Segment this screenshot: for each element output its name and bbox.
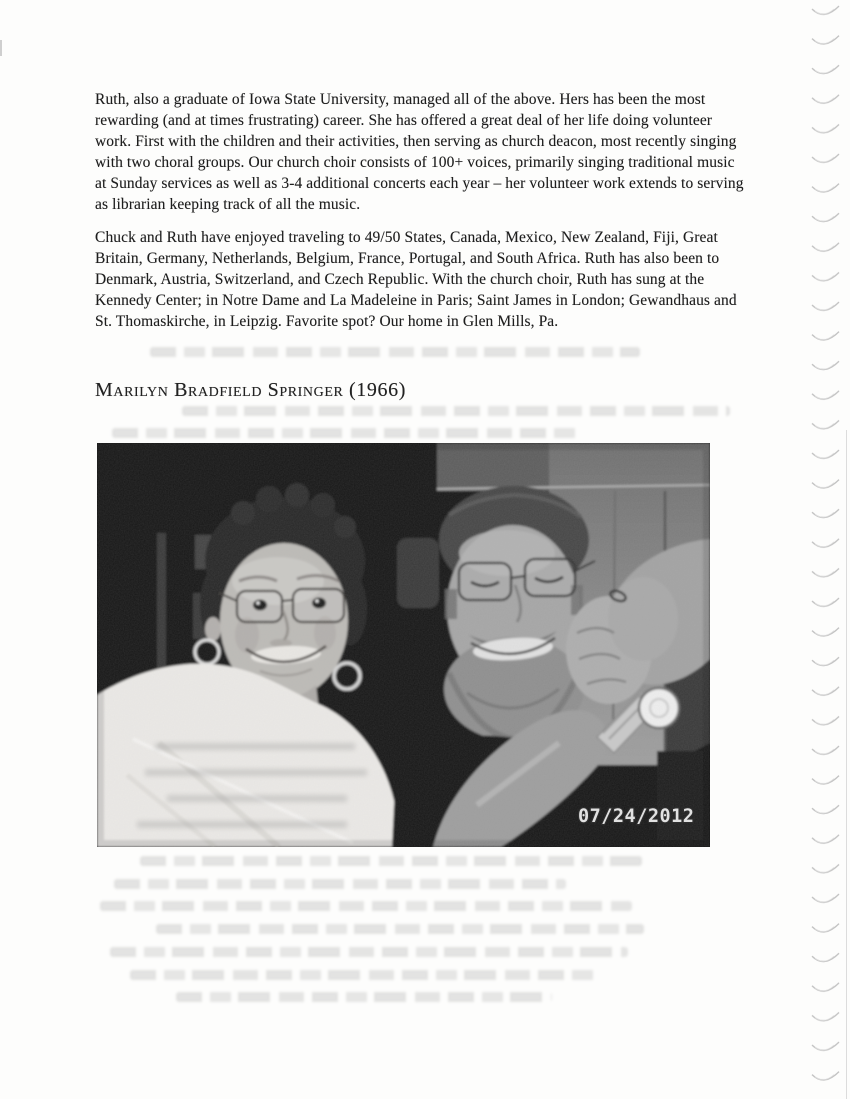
section-heading: Marilyn Bradfield Springer (1966): [95, 379, 406, 401]
scan-edge-artifact: [0, 40, 2, 56]
date-stamp: 07/24/2012: [578, 806, 695, 827]
page-edge-shadow: [846, 430, 847, 1099]
paragraph-ruth-bio: Ruth, also a graduate of Iowa State University, managed all of the above. Hers has been the most rewarding (and at times frustrating) career. She has offered a great deal of her life doing volunteer work. First with the children and their activities, then serving as church deacon, most recently singing with two choral groups. Our church choir consists of 100+ voices, primarily singing traditional music at Sunday services as well as 3-4 additional concerts each year – her volunteer work extends to serving as librarian keeping track of all the music.: [95, 91, 744, 213]
ghost-bleed-line: [156, 924, 644, 934]
ghost-bleed-line: [100, 901, 632, 911]
ghost-bleed-line: [140, 856, 642, 866]
ghost-bleed-line: [176, 992, 552, 1002]
ghost-bleed-line: [150, 347, 640, 357]
ghost-bleed-line: [182, 406, 730, 416]
ghost-bleed-line: [114, 879, 566, 889]
couple-photo: [97, 443, 710, 847]
paragraph-travel: Chuck and Ruth have enjoyed traveling to 49/50 States, Canada, Mexico, New Zealand, Fiji, Great Britain, Germany, Netherlands, Belgium, France, Portugal, and South Africa. Ruth has also been to Denmark, Austria, Switzerland, and Czech Republic. With the church choir, Ruth has sung at the Kennedy Center; in Notre Dame and La Madeleine in Paris; Saint James in London; Gewandhaus and St. Thomaskirche, in Leipzig. Favorite spot? Our home in Glen Mills, Pa.: [95, 229, 737, 330]
ghost-bleed-line: [112, 428, 580, 438]
ghost-bleed-line: [110, 947, 628, 957]
ghost-bleed-line: [130, 970, 598, 980]
spiral-binding-marks: [806, 0, 848, 1099]
